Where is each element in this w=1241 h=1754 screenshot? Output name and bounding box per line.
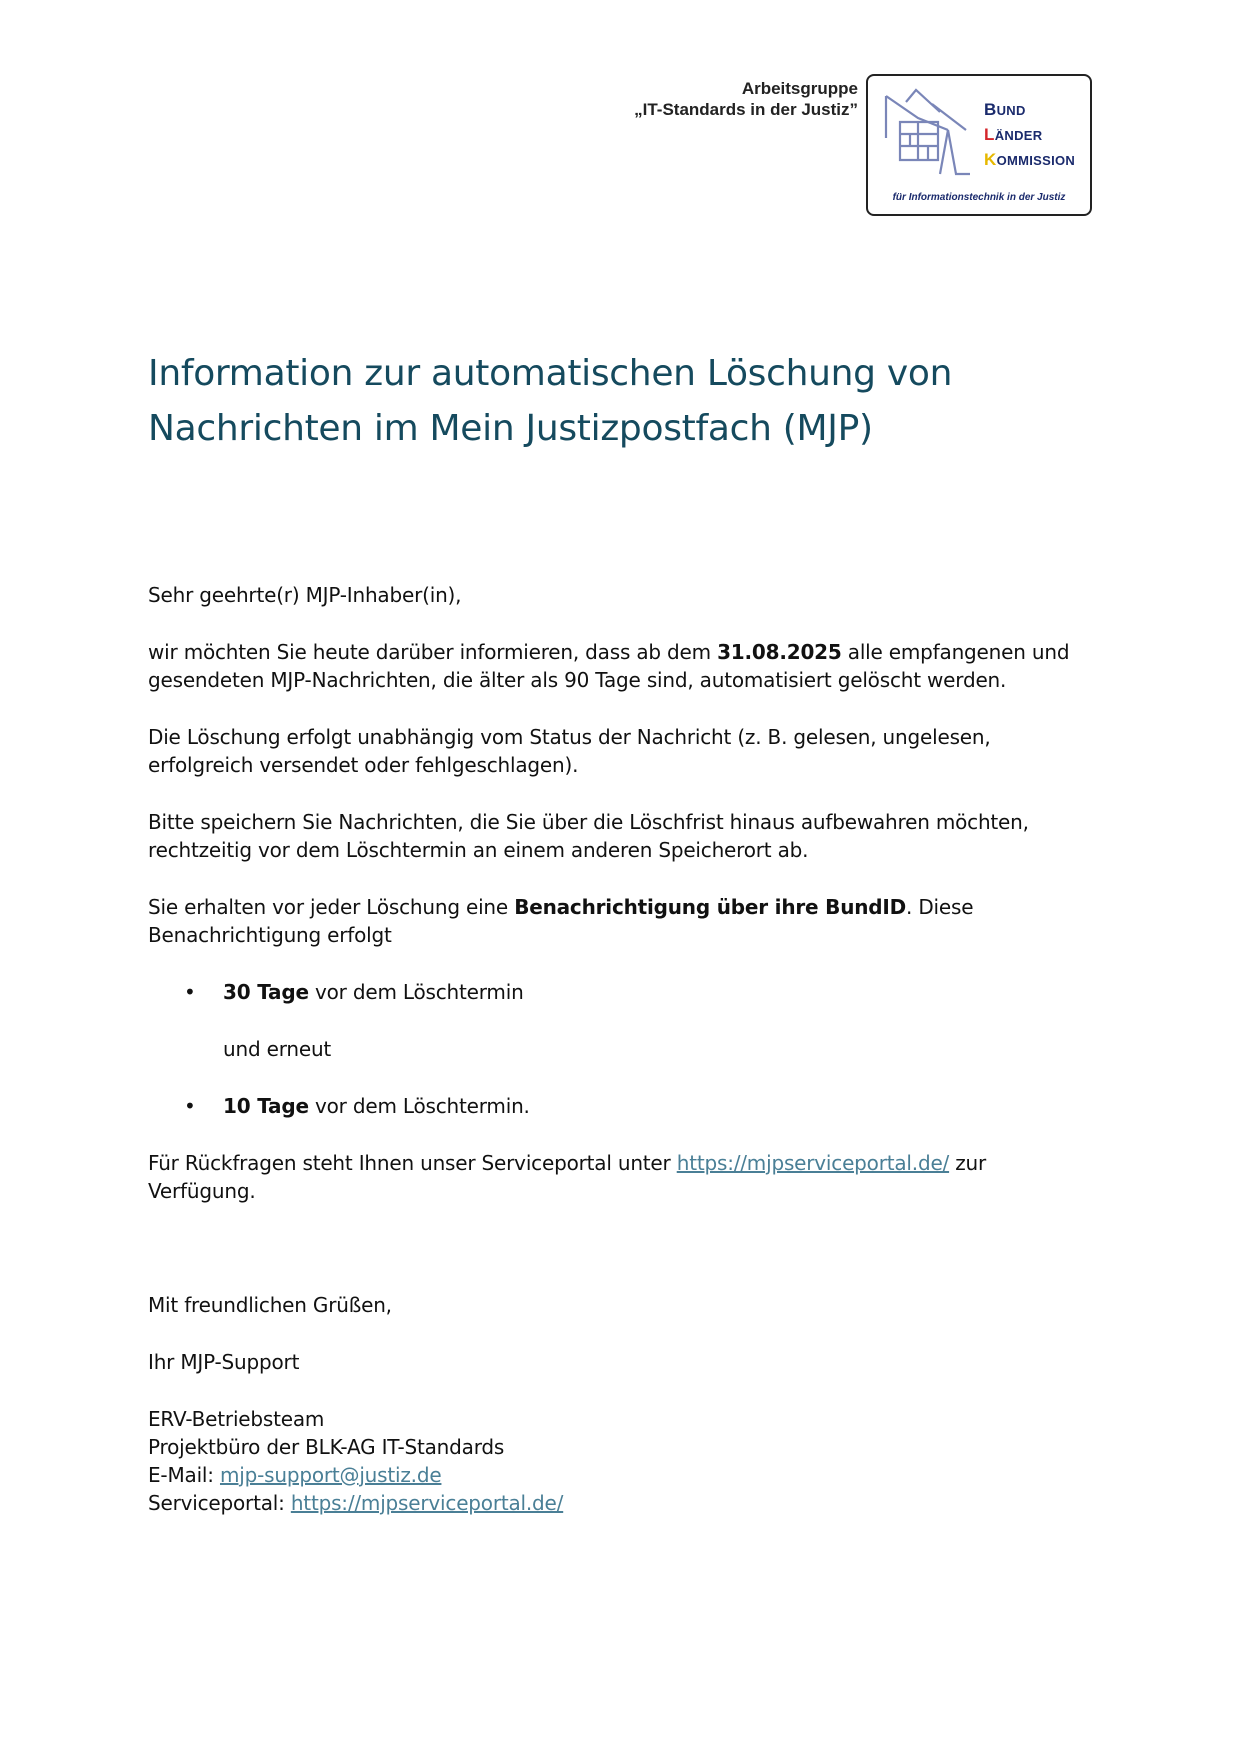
salutation: Sehr geehrte(r) MJP-Inhaber(in), [148,583,462,607]
logo-subtitle: für Informationstechnik in der Justiz [892,192,1066,203]
title-line1: Information zur automatischen Löschung von [148,353,953,394]
logo-laender: LÄNDER [984,125,1043,144]
org-line2: „IT-Standards in der Justiz” [634,100,858,119]
and-again-text: und erneut [223,1037,332,1061]
letter-body [148,581,1088,1517]
logo-kommission: KOMMISSION [984,150,1076,169]
bullet-icon: • [184,1094,196,1118]
paragraph-deletion-date: wir möchten Sie heute darüber informieren, dass ab dem 31.08.2025 alle empfangenen und gesendeten MJP-Nachrichten, die älter als 90 Tage sind, automatisiert gelöscht werden. [148,640,1070,692]
scales-emblem-icon [878,82,978,182]
closing: Mit freundlichen Grüßen, [148,1293,392,1317]
bullet-icon: • [184,980,196,1004]
deletion-date: 31.08.2025 [717,640,842,664]
paragraph-contact: Für Rückfragen steht Ihnen unser Serviceportal unter https://mjpserviceportal.de/ zur Verfügung. [148,1151,987,1203]
paragraph-status: Die Löschung erfolgt unabhängig vom Status der Nachricht (z. B. gelesen, ungelesen, erfolgreich versendet oder fehlgeschlagen). [148,725,991,777]
org-line1: Arbeitsgruppe [741,79,858,98]
office-name: Projektbüro der BLK-AG IT-Standards [148,1435,505,1459]
footer-serviceportal-link[interactable]: https://mjpserviceportal.de/ [290,1491,564,1515]
page-title [148,346,1048,456]
paragraph-notification: Sie erhalten vor jeder Löschung eine Benachrichtigung über ihre BundID. Diese Benachrichtigung erfolgt [148,895,974,947]
portal-line: Serviceportal: https://mjpserviceportal.de/ [148,1491,564,1515]
email-link[interactable]: mjp-support@justiz.de [219,1463,442,1487]
paragraph-save: Bitte speichern Sie Nachrichten, die Sie über die Löschfrist hinaus aufbewahren möchten, rechtzeitig vor dem Löschtermin an einem anderen Speicherort ab. [148,810,1029,862]
title-line2: Nachrichten im Mein Justizpostfach (MJP) [148,408,873,449]
list-item-30-days: • 30 Tage vor dem Löschtermin [184,980,524,1004]
blk-logo [866,74,1092,216]
org-name [634,78,858,120]
logo-bund: BUND [984,100,1026,119]
team-name: ERV-Betriebsteam [148,1407,325,1431]
signature: Ihr MJP-Support [148,1350,300,1374]
email-line: E-Mail: mjp-support@justiz.de [148,1463,442,1487]
list-item-10-days: • 10 Tage vor dem Löschtermin. [184,1094,530,1118]
serviceportal-link[interactable]: https://mjpserviceportal.de/ [676,1151,950,1175]
